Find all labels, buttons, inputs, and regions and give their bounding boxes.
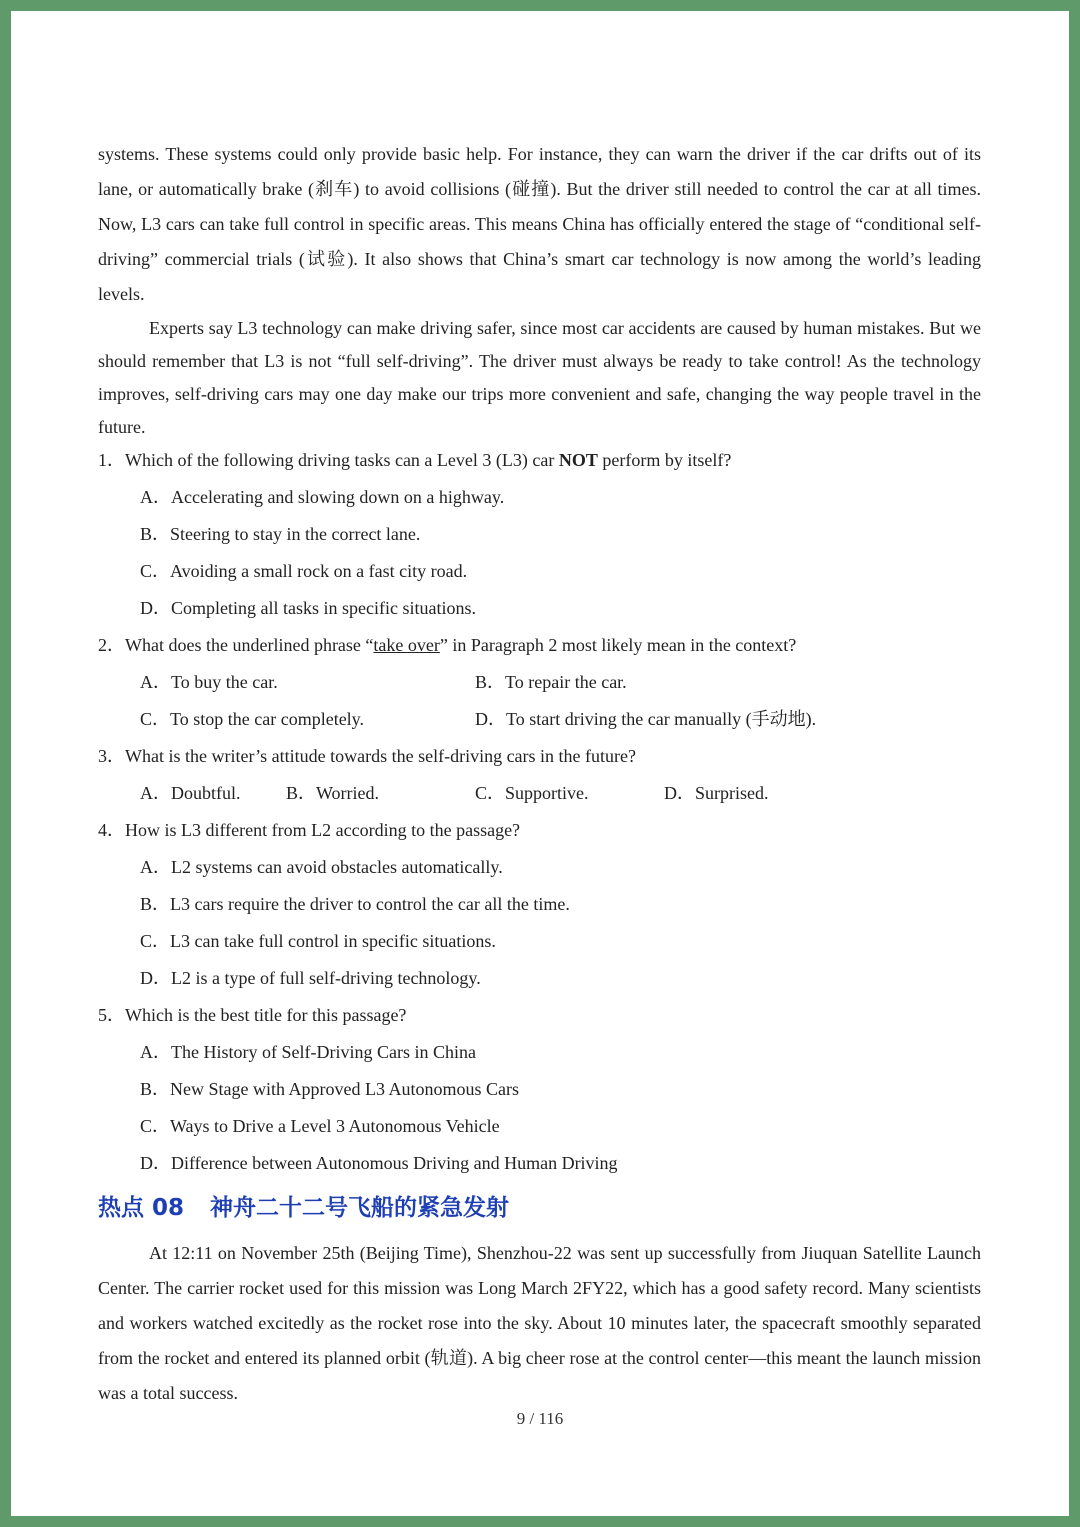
option-4c: C．L3 can take full control in specific situations.	[140, 931, 496, 951]
option-3c: C．Supportive.	[475, 783, 589, 803]
question-text: perform by itself?	[597, 450, 732, 470]
option-5c: C．Ways to Drive a Level 3 Autonomous Vehicle	[140, 1116, 500, 1136]
option-4a: A．L2 systems can avoid obstacles automatically.	[140, 857, 503, 877]
section-label: 热点 08	[98, 1195, 185, 1221]
question-text: Which is the best title for this passage?	[125, 1005, 407, 1025]
option-3d: D．Surprised.	[664, 783, 769, 803]
question-text: How is L3 different from L2 according to the passage?	[125, 820, 521, 840]
option-3b: B．Worried.	[286, 783, 380, 803]
section-paragraph: At 12:11 on November 25th (Beijing Time), Shenzhou-22 was sent up successfully from Jiuquan Satellite Launch Center. The carrier rocket used for this mission was Long March 2FY22, which has a good safety record. Many scientists and workers watched excitedly as the rocket rose into the sky. About 10 minutes later, the spacecraft smoothly separated from the rocket and entered its planned orbit (轨道). A big cheer rose at the control center—this meant the launch mission was a total success.	[98, 1243, 981, 1403]
question-3	[98, 740, 981, 777]
question-text: What is the writer’s attitude towards the self-driving cars in the future?	[125, 746, 637, 766]
option-4d: D．L2 is a type of full self-driving technology.	[140, 968, 481, 988]
option-2d: D．To start driving the car manually (手动地).	[475, 709, 817, 729]
section-title: 神舟二十二号飞船的紧急发射	[210, 1195, 510, 1221]
option-2c: C．To stop the car completely.	[140, 709, 365, 729]
option-row	[98, 777, 981, 814]
question-emphasis: NOT	[558, 450, 598, 470]
page-number: 9 / 116	[516, 1409, 564, 1428]
passage-paragraph-1: systems. These systems could only provide basic help. For instance, they can warn the driver if the car drifts out of its lane, or automatically brake (刹车) to avoid collisions (碰撞). But the driver still needed to control the car at all times. Now, L3 cars can take full control in specific areas. This means China has officially entered the stage of “conditional self-driving” commercial trials (试验). It also shows that China’s smart car technology is now among the world’s leading levels.	[98, 144, 981, 304]
option-2b: B．To repair the car.	[475, 672, 627, 692]
passage-paragraph-2: Experts say L3 technology can make driving safer, since most car accidents are caused by human mistakes. But we should remember that L3 is not “full self-driving”. The driver must always be ready to take control! As the technology improves, self-driving cars may one day make our trips more convenient and safe, changing the way people travel in the future.	[98, 318, 981, 437]
question-5	[98, 999, 981, 1036]
page-content	[98, 137, 981, 1411]
question-1	[98, 444, 981, 481]
option-5d: D．Difference between Autonomous Driving and Human Driving	[140, 1153, 618, 1173]
question-text: Which of the following driving tasks can a Level 3 (L3) car	[125, 450, 559, 470]
option-5a: A．The History of Self-Driving Cars in China	[140, 1042, 476, 1062]
option-row	[98, 666, 981, 703]
option-2a: A．To buy the car.	[140, 672, 278, 692]
question-number: 2．	[98, 635, 125, 655]
underlined-phrase: take over	[373, 635, 440, 655]
question-text: What does the underlined phrase “	[125, 635, 374, 655]
section-heading	[98, 1186, 981, 1236]
question-text: ” in Paragraph 2 most likely mean in the context?	[439, 635, 797, 655]
question-number: 4．	[98, 820, 125, 840]
question-number: 1．	[98, 450, 125, 470]
option-4b: B．L3 cars require the driver to control the car all the time.	[140, 894, 570, 914]
option-1a: A．Accelerating and slowing down on a highway.	[140, 487, 505, 507]
question-number: 3．	[98, 746, 125, 766]
question-number: 5．	[98, 1005, 125, 1025]
option-1b: B．Steering to stay in the correct lane.	[140, 524, 421, 544]
option-1d: D．Completing all tasks in specific situations.	[140, 598, 476, 618]
option-3a: A．Doubtful.	[140, 783, 241, 803]
document-page	[11, 11, 1069, 1516]
option-5b: B．New Stage with Approved L3 Autonomous Cars	[140, 1079, 519, 1099]
question-4	[98, 814, 981, 851]
option-row	[98, 703, 981, 740]
option-1c: C．Avoiding a small rock on a fast city road.	[140, 561, 468, 581]
question-2	[98, 629, 981, 666]
